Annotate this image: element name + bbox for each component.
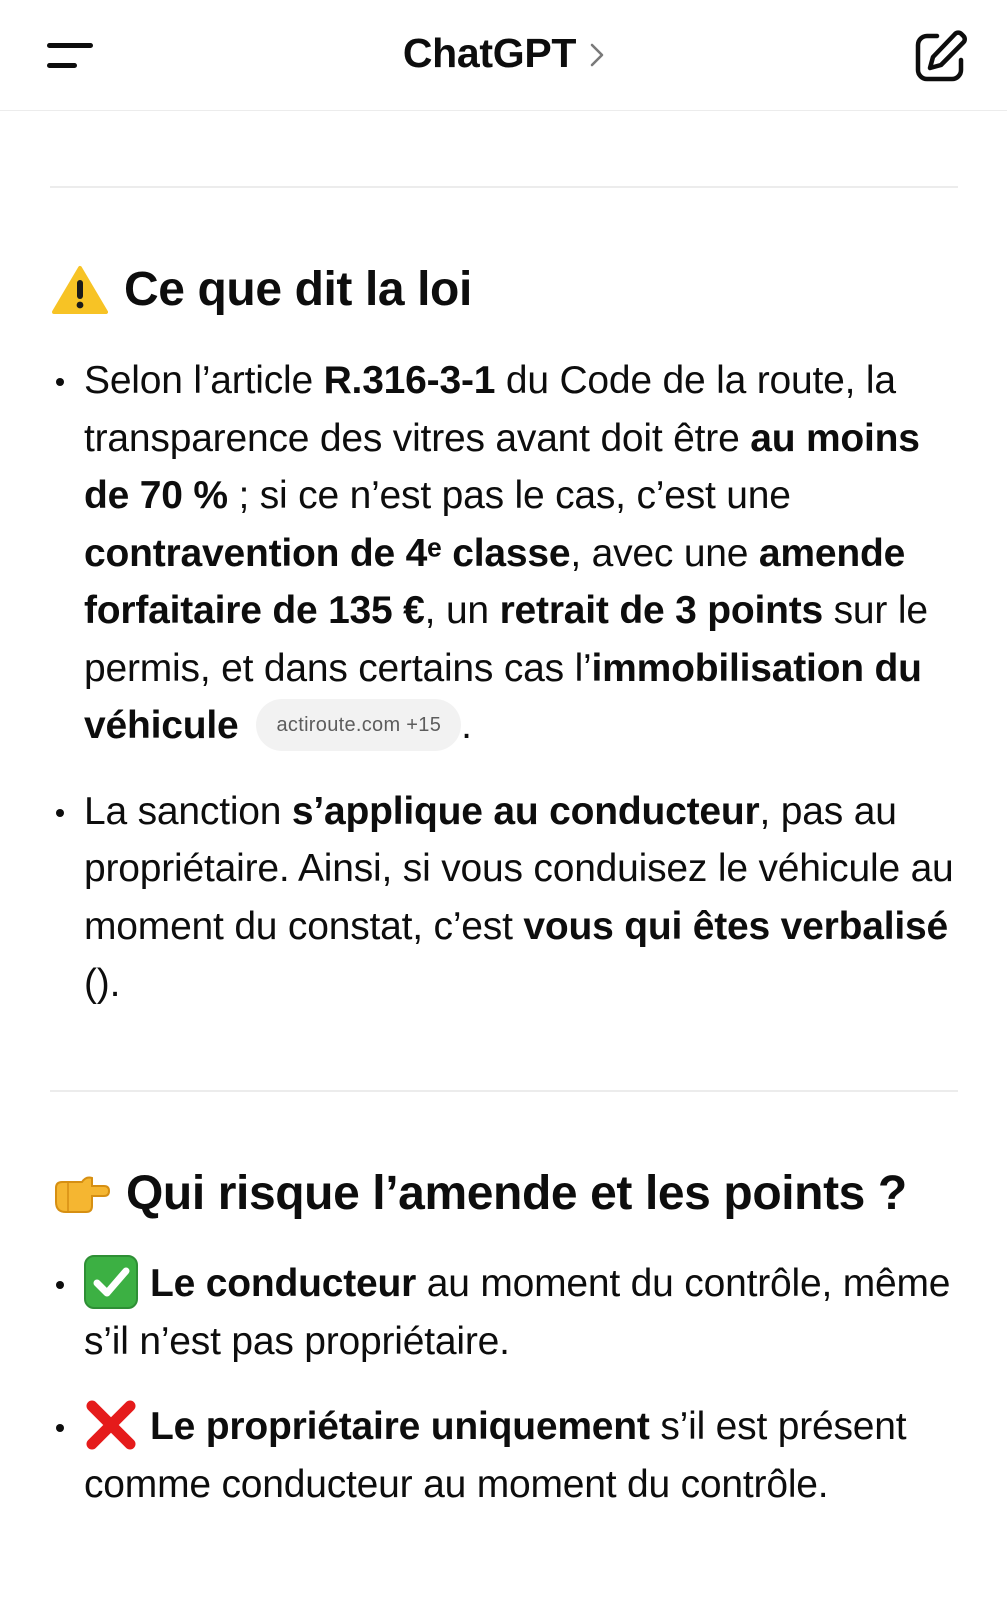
pointing-hand-icon bbox=[52, 1172, 110, 1216]
cross-mark-icon bbox=[84, 1398, 138, 1452]
text: Selon l’article bbox=[84, 359, 324, 402]
source-citation-chip[interactable]: actiroute.com +15 bbox=[256, 699, 461, 751]
text: ; si ce n’est pas le cas, c’est une bbox=[227, 474, 791, 517]
bold-text: s’applique au conducteur bbox=[291, 789, 760, 833]
text: sur le permis, et dans certains cas l’ bbox=[84, 589, 928, 690]
text: (). bbox=[84, 962, 121, 1005]
bold-text: Le propriétaire uniquement bbox=[150, 1405, 650, 1448]
title-container bbox=[0, 30, 1007, 77]
text: , un bbox=[424, 589, 500, 632]
bullet-list bbox=[50, 352, 960, 1013]
section-heading bbox=[52, 1166, 907, 1221]
section-divider bbox=[50, 1090, 958, 1092]
bold-text: retrait de 3 points bbox=[499, 589, 823, 632]
chevron-right-icon bbox=[590, 43, 604, 67]
section-heading bbox=[52, 262, 472, 317]
list-item bbox=[50, 1398, 960, 1513]
text: s’il est présent comme conducteur au moment du contrôle. bbox=[84, 1405, 907, 1506]
bold-text: R.316-3-1 bbox=[323, 359, 496, 402]
section-divider bbox=[50, 186, 958, 188]
text: , pas au propriétaire. Ainsi, si vous conduisez le véhicule au moment du constat, c’est bbox=[84, 789, 954, 948]
bold-text: contravention de 4ᵉ classe bbox=[84, 531, 571, 575]
list-item bbox=[50, 783, 960, 1013]
bold-text: immobilisation du véhicule bbox=[84, 646, 922, 747]
text: . bbox=[461, 704, 472, 747]
list-item bbox=[50, 352, 960, 755]
model-selector[interactable] bbox=[403, 30, 604, 77]
bold-text: vous qui êtes verbalisé bbox=[523, 904, 948, 948]
text: au moment du contrôle, même s’il n’est pas propriétaire. bbox=[84, 1262, 951, 1363]
list-item bbox=[50, 1255, 960, 1370]
heading-text: Ce que dit la loi bbox=[124, 263, 472, 316]
bold-text: au moins de 70 % bbox=[84, 416, 920, 517]
app-title: ChatGPT bbox=[402, 30, 577, 76]
top-bar bbox=[0, 0, 1007, 111]
text: du Code de la route, la transparence des vitres avant doit être bbox=[84, 359, 896, 460]
bold-text: amende forfaitaire de 135 € bbox=[84, 531, 906, 632]
text: , avec une bbox=[570, 531, 759, 575]
bullet-list bbox=[50, 1255, 960, 1513]
heading-text: Qui risque l’amende et les points ? bbox=[126, 1167, 907, 1220]
text: La sanction bbox=[84, 789, 292, 833]
bold-text: Le conducteur bbox=[150, 1262, 417, 1305]
warning-icon bbox=[52, 265, 108, 315]
check-mark-icon bbox=[84, 1255, 138, 1309]
compose-icon[interactable] bbox=[913, 30, 967, 84]
